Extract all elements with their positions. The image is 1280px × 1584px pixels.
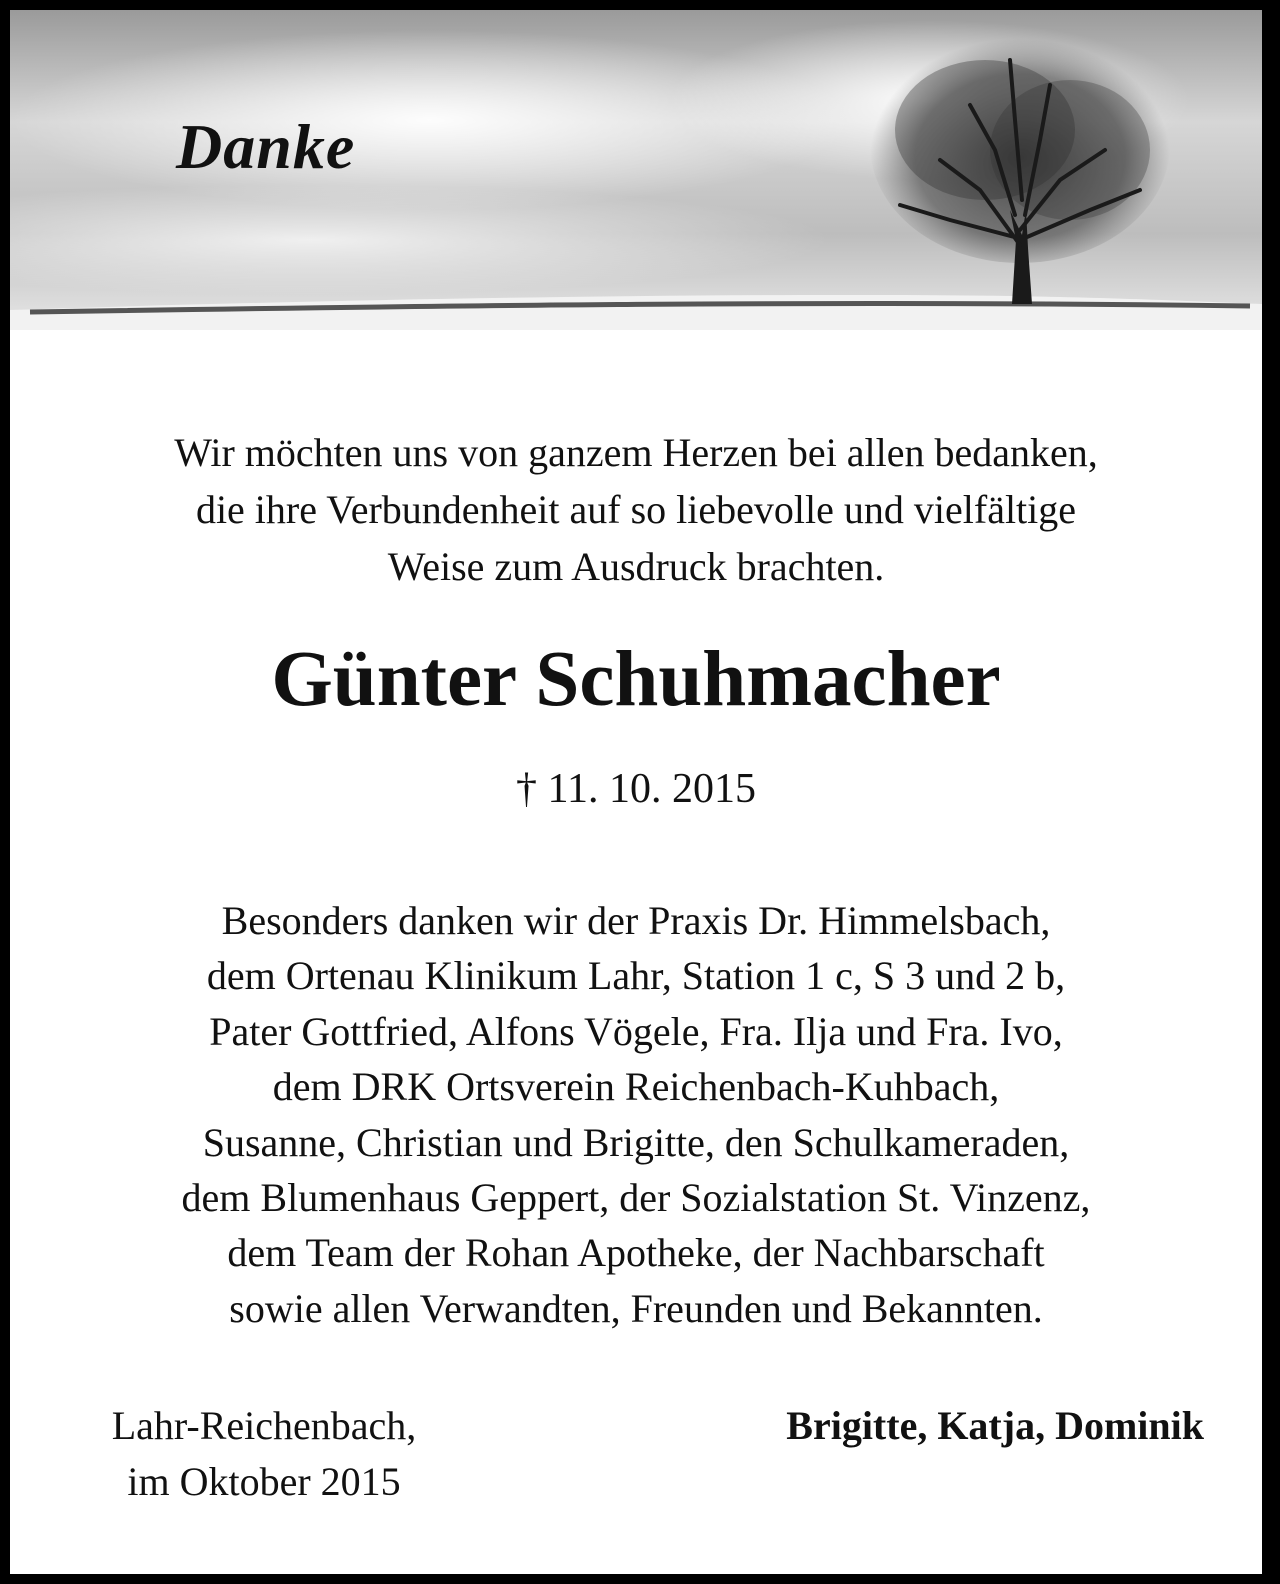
thanks-line: dem DRK Ortsverein Reichenbach-Kuhbach, — [272, 1064, 1000, 1110]
signers: Brigitte, Katja, Dominik — [786, 1403, 1204, 1448]
thanks-text — [10, 893, 1262, 1336]
deceased-name: Günter Schuhmacher — [271, 636, 1001, 723]
intro-line: Wir möchten uns von ganzem Herzen bei allen bedanken, — [174, 430, 1098, 475]
thanks-line: dem Team der Rohan Apotheke, der Nachbarschaft — [227, 1230, 1045, 1276]
thanks-line: sowie allen Verwandten, Freunden und Bekannten. — [229, 1285, 1043, 1331]
notice-card — [10, 10, 1262, 1574]
thanks-line: Besonders danken wir der Praxis Dr. Himmelsbach, — [221, 898, 1051, 943]
death-date: † 11. 10. 2015 — [516, 766, 756, 812]
header-banner — [10, 10, 1262, 330]
place-and-date — [64, 1398, 464, 1510]
place-line: Lahr-Reichenbach, — [111, 1403, 417, 1448]
intro-line: die ihre Verbundenheit auf so liebevolle und vielfältige — [195, 487, 1077, 532]
banner-title: Danke — [176, 111, 356, 182]
intro-line: Weise zum Ausdruck brachten. — [387, 544, 885, 589]
thanks-line: dem Blumenhaus Geppert, der Sozialstation St. Vinzenz, — [181, 1175, 1091, 1221]
place-line: im Oktober 2015 — [127, 1459, 401, 1504]
thanks-line: dem Ortenau Klinikum Lahr, Station 1 c, S 3 und 2 b, — [206, 953, 1066, 999]
intro-text — [10, 424, 1262, 595]
thanks-line: Pater Gottfried, Alfons Vögele, Fra. Ilja und Fra. Ivo, — [209, 1008, 1063, 1054]
thanks-line: Susanne, Christian und Brigitte, den Schulkameraden, — [202, 1119, 1070, 1165]
